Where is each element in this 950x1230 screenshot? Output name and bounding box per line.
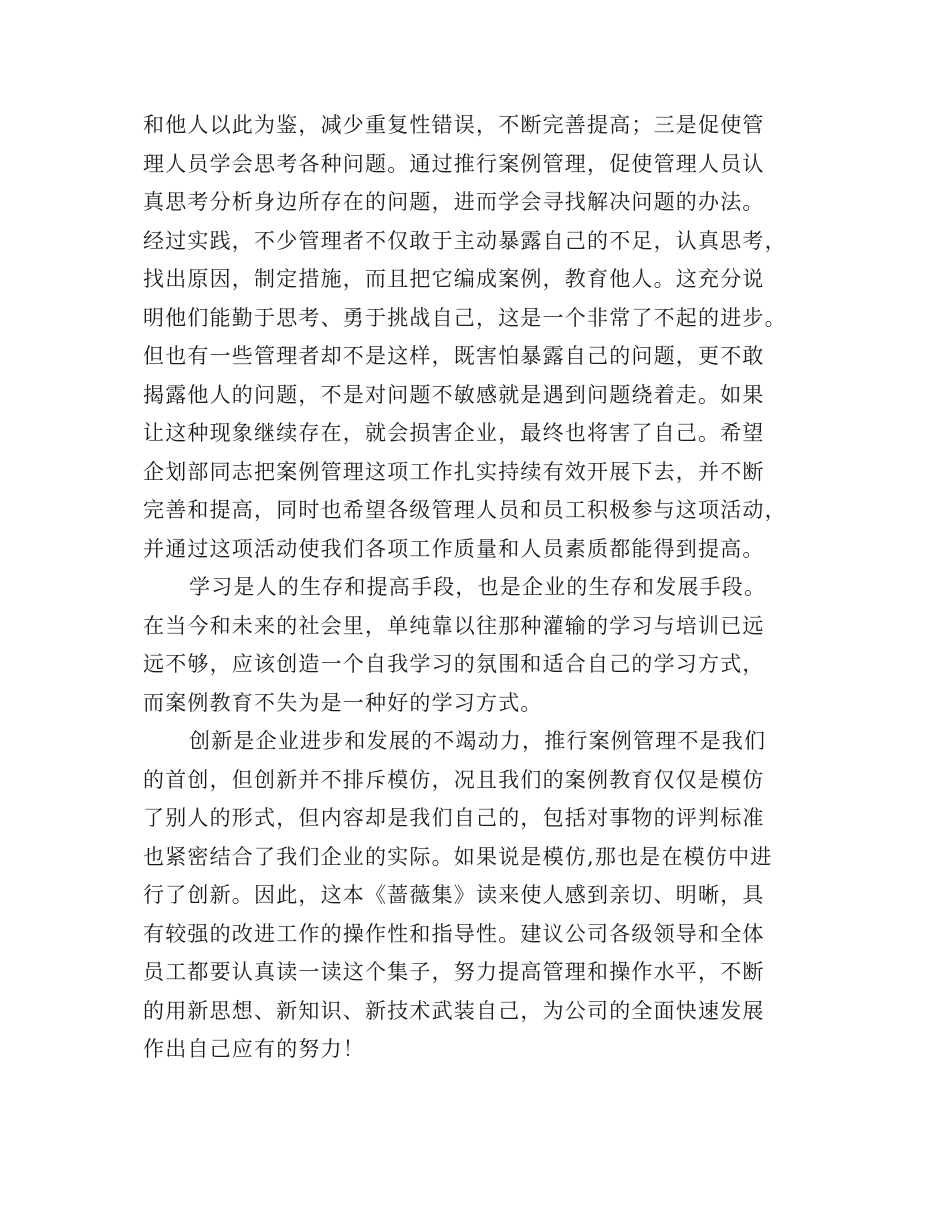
text-line: 创新是企业进步和发展的不竭动力，推行案例管理不是我们: [189, 729, 767, 753]
text-line: 作出自己应有的努力！: [143, 1037, 365, 1061]
text-line: 远不够，应该创造一个自我学习的氛围和适合自己的学习方式，: [143, 652, 765, 676]
text-line: 理人员学会思考各种问题。通过推行案例管理，促使管理人员认: [143, 151, 765, 176]
text-line: 真思考分析身边所存在的问题，进而学会寻找解决问题的办法。: [143, 190, 765, 214]
text-line: 企划部同志把案例管理这项工作扎实持续有效开展下去，并不断: [143, 459, 765, 484]
text-line: 员工都要认真读一读这个集子，努力提高管理和操作水平，不断: [143, 960, 765, 984]
text-line: 和他人以此为鉴，减少重复性错误，不断完善提高；三是促使管: [143, 113, 765, 137]
text-line: 了别人的形式，但内容却是我们自己的，包括对事物的评判标准: [143, 806, 765, 830]
paragraph-2: [143, 568, 833, 722]
paragraph-3: [143, 722, 833, 1069]
text-line: 的用新思想、新知识、新技术武装自己，为公司的全面快速发展: [143, 998, 765, 1023]
text-line: 的首创，但创新并不排斥模仿，况且我们的案例教育仅仅是模仿: [143, 767, 765, 792]
text-line: 而案例教育不失为是一种好的学习方式。: [143, 690, 543, 715]
document-body: [143, 106, 833, 1069]
text-line: 找出原因，制定措施，而且把它编成案例，教育他人。这充分说: [143, 267, 765, 291]
text-line: 让这种现象继续存在，就会损害企业，最终也将害了自己。希望: [143, 421, 765, 445]
text-line: 并通过这项活动使我们各项工作质量和人员素质都能得到提高。: [143, 536, 765, 561]
text-line: 也紧密结合了我们企业的实际。如果说是模仿,那也是在模仿中进: [143, 844, 773, 869]
text-line: 行了创新。因此，这本《蔷薇集》读来使人感到亲切、明晰，具: [143, 883, 765, 907]
text-line: 明他们能勤于思考、勇于挑战自己，这是一个非常了不起的进步。: [143, 305, 787, 330]
text-line: 有较强的改进工作的操作性和指导性。建议公司各级领导和全体: [143, 921, 765, 946]
text-line: 但也有一些管理者却不是这样，既害怕暴露自己的问题，更不敢: [143, 344, 765, 368]
text-line: 揭露他人的问题，不是对问题不敏感就是遇到问题绕着走。如果: [143, 382, 765, 407]
paragraph-1: [143, 106, 833, 568]
text-line: 完善和提高，同时也希望各级管理人员和员工积极参与这项活动，: [143, 498, 787, 522]
text-line: 经过实践，不少管理者不仅敢于主动暴露自己的不足，认真思考，: [143, 228, 787, 253]
text-line: 学习是人的生存和提高手段，也是企业的生存和发展手段。: [189, 575, 767, 599]
text-line: 在当今和未来的社会里，单纯靠以往那种灌输的学习与培训已远: [143, 613, 765, 638]
